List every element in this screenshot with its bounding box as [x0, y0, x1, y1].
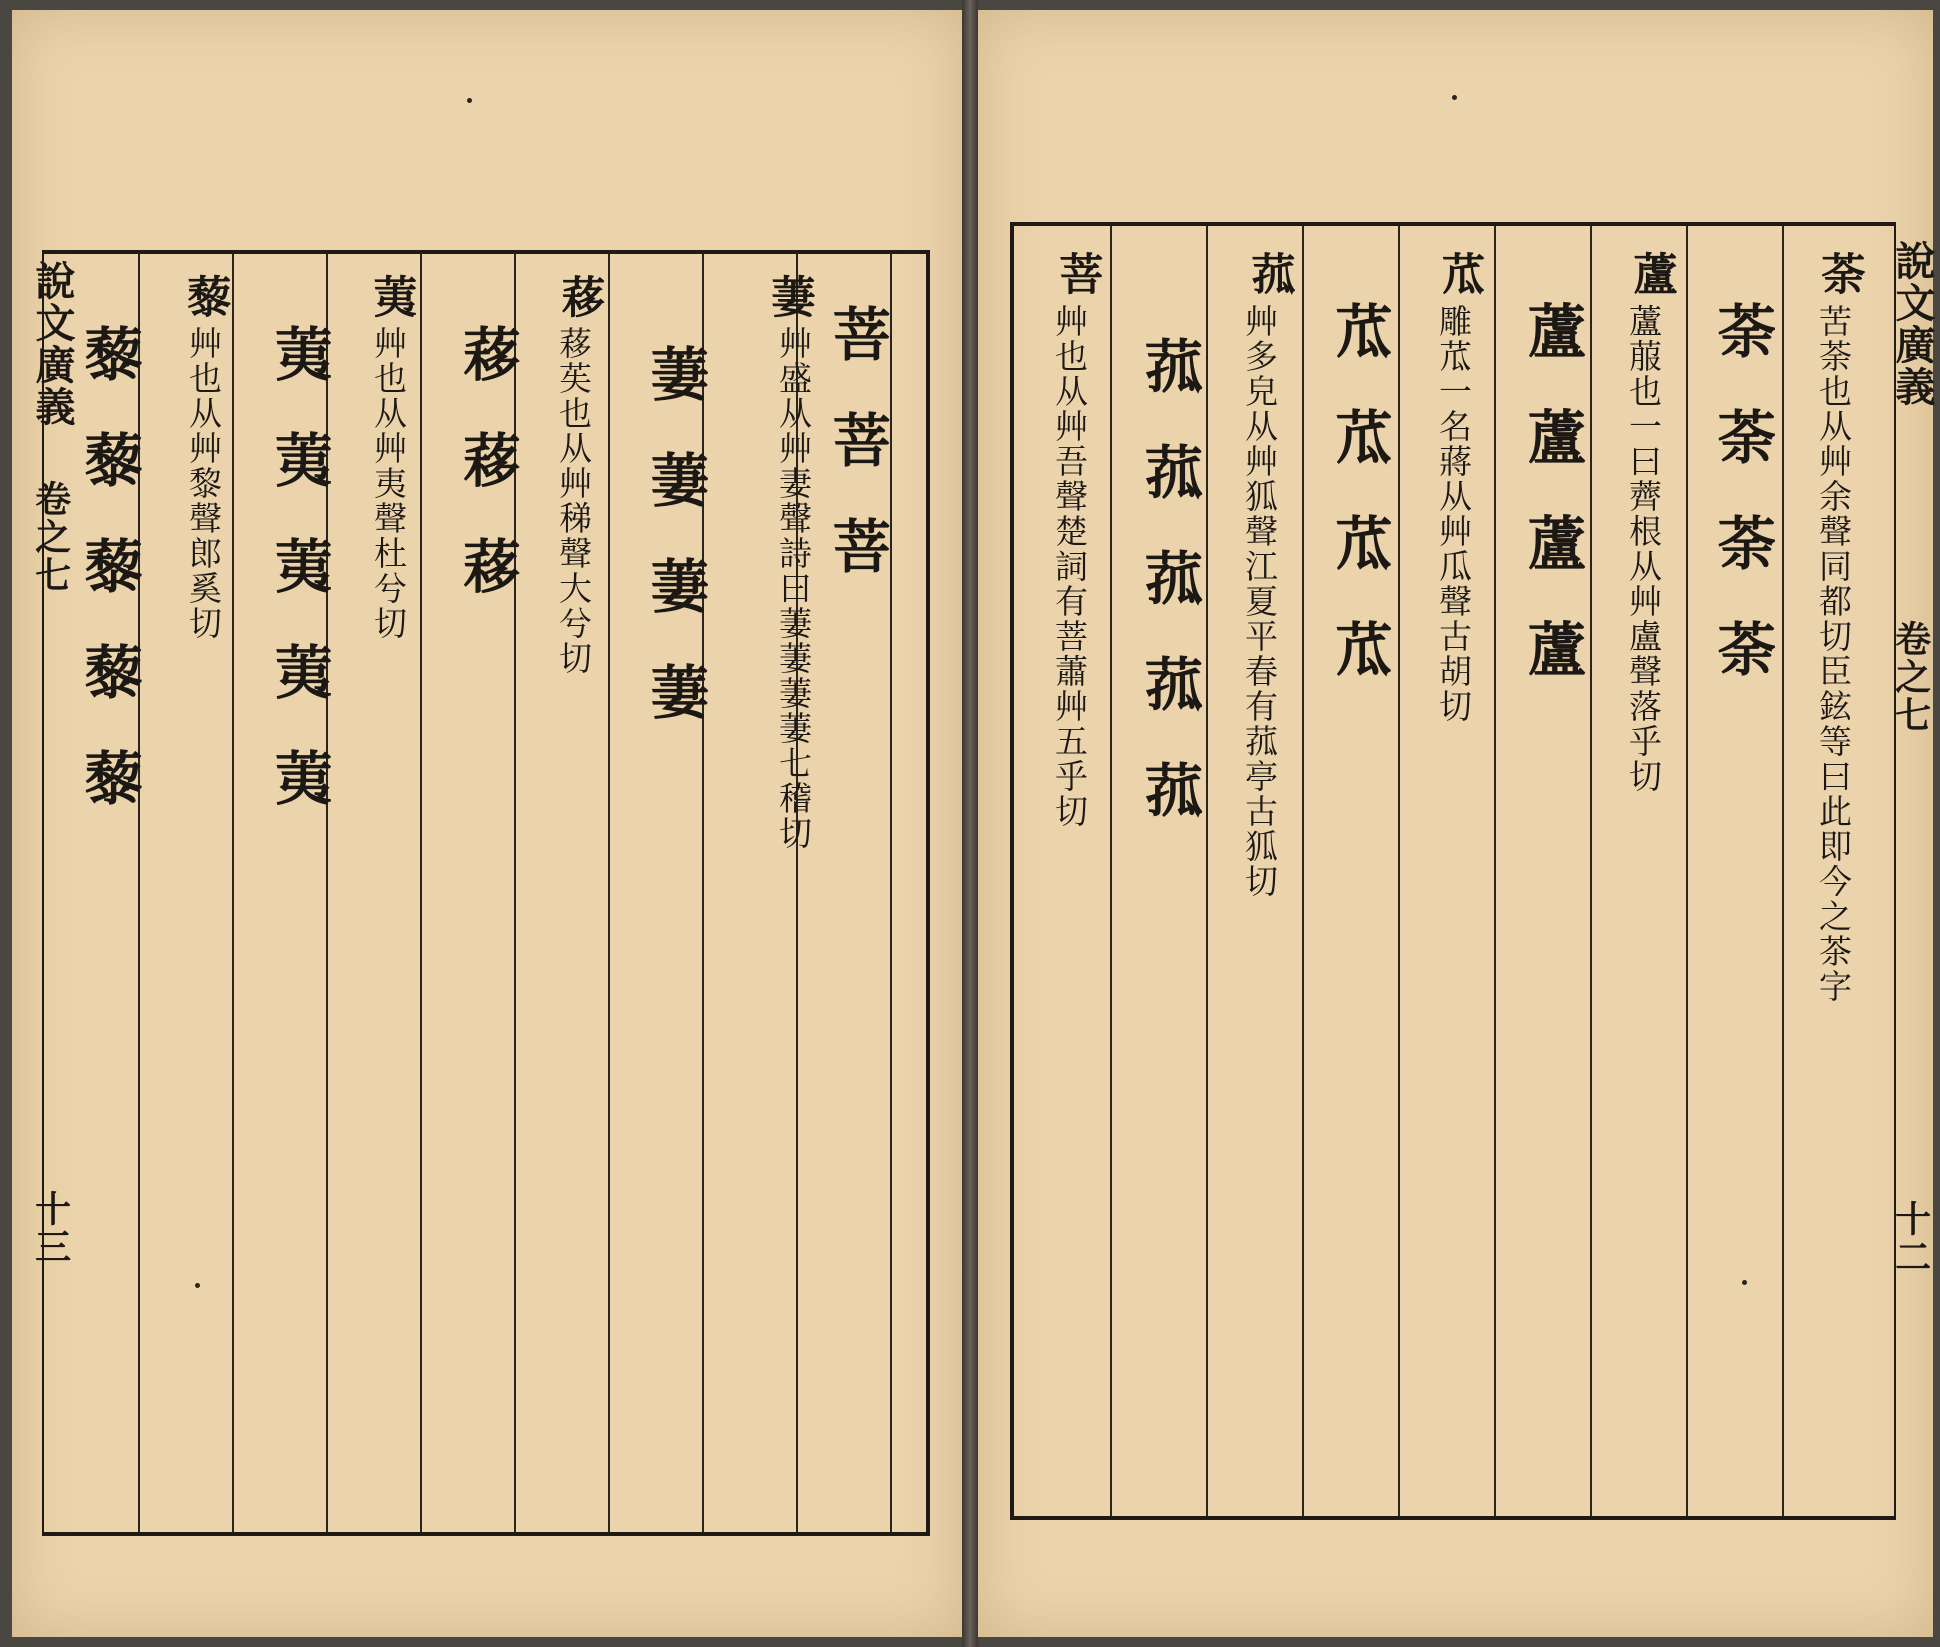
left-page [12, 10, 962, 1637]
seal-script-column: 荑荑荑荑荑 [264, 324, 333, 854]
right-text-frame [1010, 222, 1896, 1520]
paper-speck [1742, 1280, 1747, 1285]
paper-speck [1452, 95, 1457, 100]
left-text-frame [42, 250, 930, 1536]
seal-script-column: 䔟䔟䔟 [452, 324, 521, 642]
left-margin-title: 說文廣義 [29, 260, 76, 428]
paper-speck [467, 98, 472, 103]
seal-script-column: 蘆蘆蘆蘆 [1517, 301, 1586, 725]
left-margin-volume: 卷之七 [29, 480, 72, 594]
paper-speck [195, 1283, 200, 1288]
seal-script-column: 藜藜藜藜藜 [74, 324, 143, 854]
entry-head-character: 荼 [1813, 251, 1865, 297]
entry-commentary: 雕苽一名蔣从艸瓜聲古胡切 [1434, 304, 1473, 724]
entry-head-character: 䔟 [553, 274, 605, 320]
entry-commentary: 艸也从艸吾聲楚詞有菩蕭艸五乎切 [1050, 304, 1089, 829]
seal-script-column: 菰菰菰菰菰 [1134, 336, 1203, 866]
right-page [978, 10, 1936, 1637]
entry-head-character: 苽 [1433, 251, 1485, 297]
entry-head-character: 菰 [1243, 251, 1295, 297]
entry-head-character: 藜 [179, 274, 231, 320]
entry-head-character: 菩 [1051, 251, 1103, 297]
seal-script-column: 菩菩菩 [822, 304, 891, 622]
right-margin-title: 說文廣義 [1889, 240, 1936, 408]
seal-script-column: 萋萋萋萋 [640, 344, 709, 768]
entry-commentary: 艸多皃从艸狐聲江夏平春有菰亭古狐切 [1240, 304, 1279, 899]
seal-script-column: 荼荼荼荼 [1707, 301, 1776, 725]
left-margin-folio: 十三 [29, 1190, 72, 1266]
seal-script-column: 苽苽苽苽 [1324, 301, 1393, 725]
entry-commentary: 艸也从艸夷聲杜兮切 [369, 326, 408, 641]
right-margin-folio: 十二 [1889, 1200, 1932, 1276]
entry-head-character: 蘆 [1625, 251, 1677, 297]
entry-commentary: 苦荼也从艸余聲同都切臣鉉等曰此即今之茶字 [1814, 304, 1853, 1004]
entry-head-character: 萋 [763, 274, 815, 320]
book-gutter [962, 0, 978, 1647]
entry-head-character: 荑 [365, 274, 417, 320]
entry-commentary: 艸盛从艸妻聲詩曰萋萋萋萋七稽切 [774, 326, 813, 851]
entry-commentary: 艸也从艸黎聲郎奚切 [184, 326, 223, 641]
entry-commentary: 蘆菔也一曰薺根从艸盧聲落乎切 [1624, 304, 1663, 794]
entry-commentary: 䔟苵也从艸稊聲大兮切 [554, 326, 593, 676]
right-margin-volume: 卷之七 [1889, 620, 1932, 734]
